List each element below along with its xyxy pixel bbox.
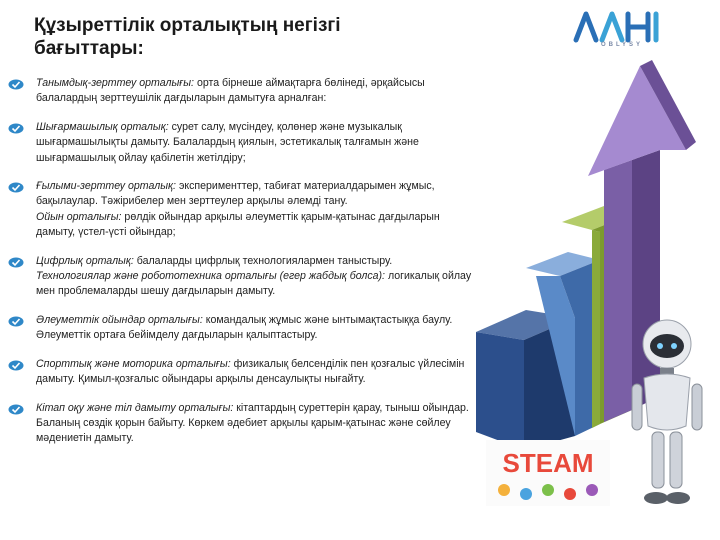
- item-term: Цифрлық орталық:: [36, 254, 134, 267]
- item-sub: [36, 210, 478, 241]
- item-text: физикалық белсенділік пен қозғалыс үйлесімін дамыту. Қимыл-қозғалыс ойындары арқылы денсаулықты нығайту.: [36, 357, 465, 386]
- item-sub-term: Ойын орталығы:: [36, 210, 122, 223]
- check-icon: [8, 316, 24, 327]
- item-text: командалық жұмыс және ынтымақтастыққа баулу. Әлеуметтік ортаға бейімделу дағдыларын қалыптастыру.: [36, 313, 453, 342]
- item-term: Спорттық және моторика орталығы:: [36, 357, 231, 370]
- list-item: [8, 401, 478, 447]
- item-text: орта бірнеше аймақтарға бөлінеді, әрқайсысы балалардың зерттеушілік дағдыларын дамытуға арналған:: [36, 77, 425, 105]
- item-term: Ғылыми-зерттеу орталық:: [36, 180, 177, 193]
- check-icon: [8, 360, 24, 371]
- list-item: [8, 120, 478, 166]
- item-sub-text: рөлдік ойындар арқылы әлеуметтік қарым-қатынас дағдыларын дамыту, үстел-үсті ойындар;: [36, 210, 440, 239]
- check-icon: [8, 79, 24, 90]
- steam-label: STEAM: [502, 448, 594, 478]
- check-icon: [8, 123, 24, 134]
- item-text: эксперименттер, табиғат материалдарымен жұмыс, бақылаулар. Тәжірибелер мен зерттеулер арқылы әлемді тану.: [36, 180, 435, 208]
- item-term: Әлеуметтік ойындар орталығы:: [36, 313, 203, 326]
- list-item: [8, 313, 478, 344]
- robot-illustration: [622, 314, 712, 534]
- check-icon: [8, 182, 24, 193]
- page-title: Құзыреттілік орталықтың негізгі бағыттары:: [34, 15, 341, 59]
- item-text: кітаптардың суреттерін қарау, тыныш ойындар. Баланың сөздік қорын байыту. Көркем әдебиет арқылы қарым-қатынас және сөйлеу мәдениетін дамыту.: [36, 401, 469, 445]
- list-item: [8, 357, 478, 388]
- item-sub-text: логикалық ойлау мен проблемаларды шешу дағдыларын дамыту.: [36, 270, 472, 298]
- list-item: [8, 76, 478, 107]
- list-item: [8, 179, 478, 241]
- item-sub: [36, 269, 478, 300]
- check-icon: [8, 404, 24, 415]
- item-term: Танымдық-зерттеу орталығы:: [36, 77, 194, 89]
- directions-list: [8, 76, 478, 460]
- item-sub-term: Технологиялар және робототехника орталығы (егер жабдық болса):: [36, 270, 385, 283]
- item-term: Кітап оқу және тіл дамыту орталығы:: [36, 401, 234, 414]
- item-term: Шығармашылық орталық:: [36, 120, 169, 133]
- item-text: балаларды цифрлық технологиялармен таныстыру.: [133, 254, 393, 267]
- logo-subtitle: OBLYSY: [600, 42, 644, 48]
- item-text: сурет салу, мүсіндеу, қолөнер және музыкалық шығармашылықты дамыту. Балалардың қиялын, эстетикалық талғамын және шығармашылық ойлау қабілетін жетілдіру;: [36, 120, 419, 164]
- list-item: [8, 254, 478, 300]
- steam-illustration: [486, 440, 610, 506]
- check-icon: [8, 257, 24, 268]
